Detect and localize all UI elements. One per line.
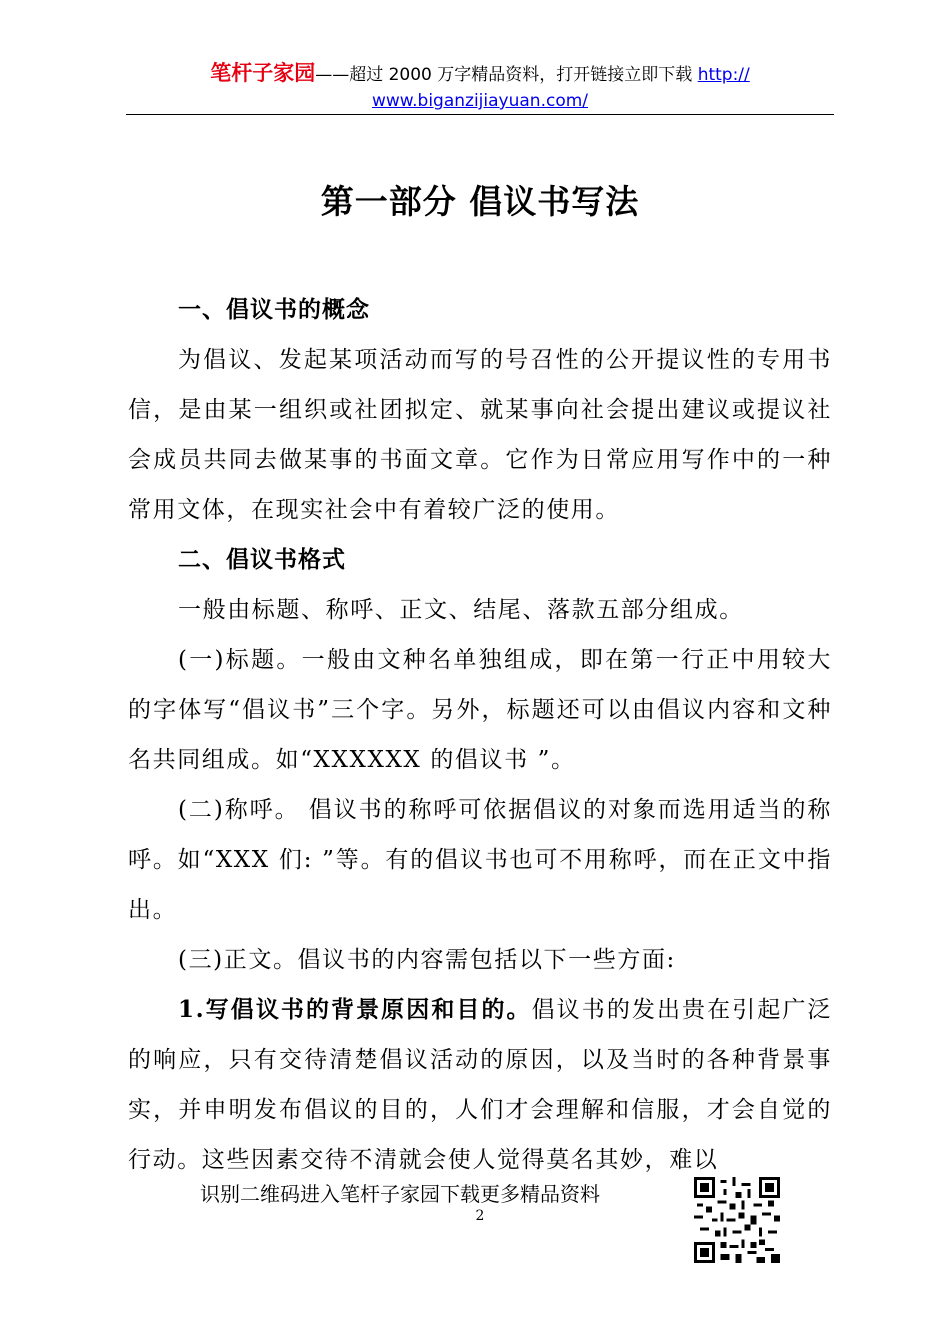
site-link-part1[interactable]: http:// — [697, 65, 750, 85]
header-tagline: ——超过 2000 万字精品资料，打开链接立即下载 — [315, 65, 698, 85]
point-1-text: 倡议书的发出贵在引起广泛的响应，只有交待清楚倡议活动的原因，以及当时的各种背景事实，并申明发布倡议的目的，人们才会理解和信服，才会自觉的行动。这些因素交待不清就会使人觉得莫名其妙，难以 — [128, 997, 832, 1173]
section-heading-format: 二、倡议书格式 — [178, 547, 346, 573]
paragraph-body: (三)正文。倡议书的内容需包括以下一些方面: — [178, 947, 676, 973]
header-divider — [126, 114, 834, 115]
section-heading-concept: 一、倡议书的概念 — [178, 297, 370, 323]
paragraph-salutation: (二)称呼。 倡议书的称呼可依据倡议的对象而选用适当的称呼。如“XXX 们: ”等。有的倡议书也可不用称呼，而在正文中指出。 — [128, 797, 832, 923]
paragraph-point-1 — [128, 985, 832, 1185]
page-title: 第一部分 倡议书写法 — [320, 182, 640, 221]
paragraph-title: (一)标题。一般由文种名单独组成，即在第一行正中用较大的字体写“倡议书”三个字。另外，标题还可以由倡议内容和文种名共同组成。如“XXXXXX 的倡议书 ”。 — [128, 647, 832, 773]
point-1-lead: 1.写倡议书的背景原因和目的。 — [178, 996, 532, 1023]
brand-name: 笔杆子家园 — [210, 61, 316, 85]
qr-code-icon — [694, 1177, 780, 1263]
paragraph-format: 一般由标题、称呼、正文、结尾、落款五部分组成。 — [178, 597, 744, 623]
page-number: 2 — [475, 1208, 485, 1224]
document-body — [128, 285, 832, 1185]
site-link-part2[interactable]: www.biganzijiayuan.com/ — [371, 91, 589, 111]
page-header — [126, 60, 834, 114]
footer-text: 识别二维码进入笔杆子家园下载更多精品资料 — [200, 1182, 600, 1206]
paragraph-concept: 为倡议、发起某项活动而写的号召性的公开提议性的专用书信，是由某一组织或社团拟定、就某事向社会提出建议或提议社会成员共同去做某事的书面文章。它作为日常应用写作中的一种常用文体，在现实社会中有着较广泛的使用。 — [128, 347, 832, 523]
